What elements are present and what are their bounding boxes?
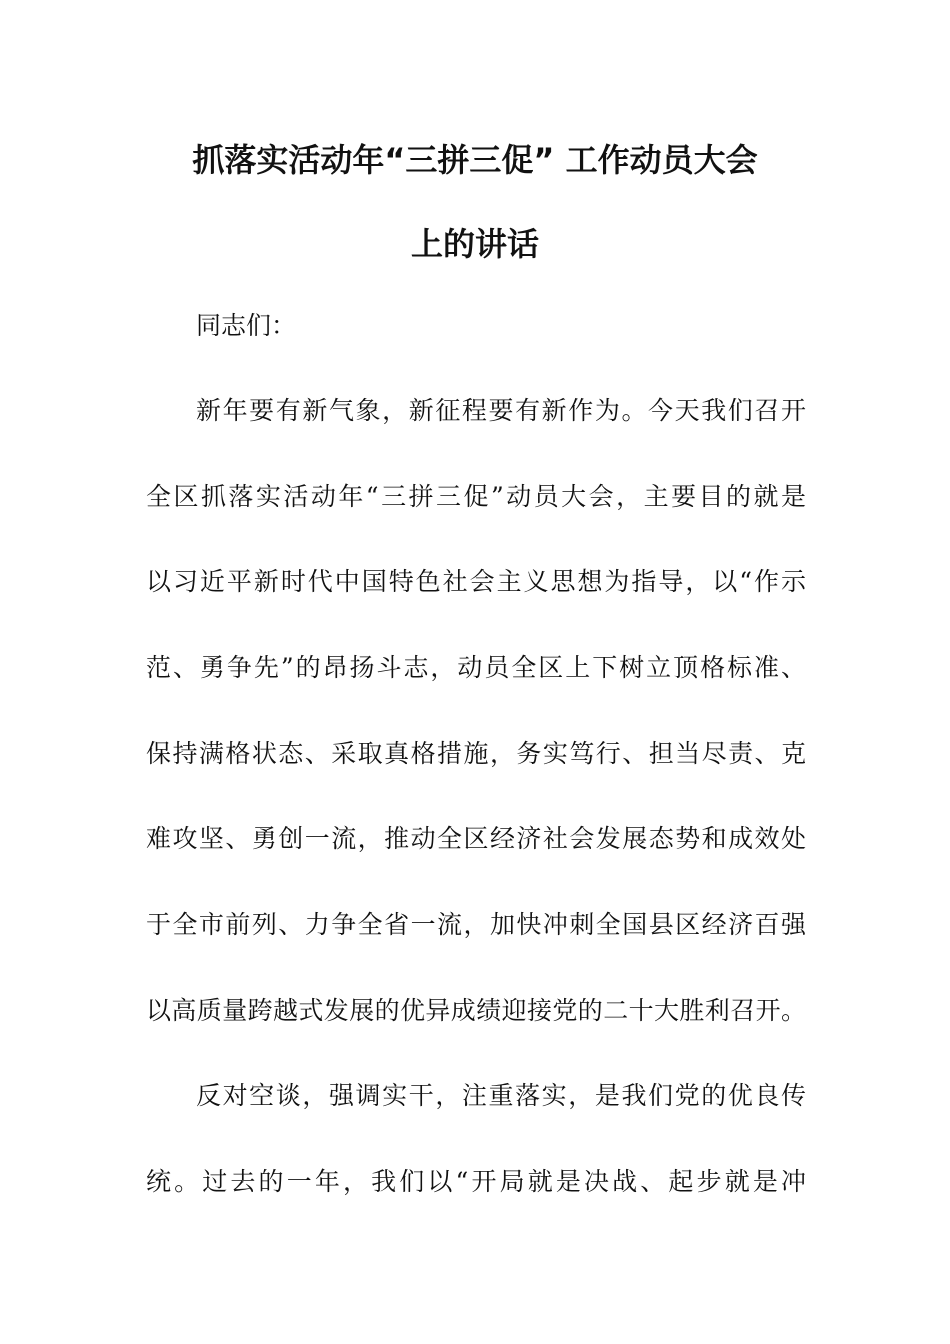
paragraph-2-line-1: 反对空谈，强调实干，注重落实，是我们党的优良传 [196,1081,806,1110]
paragraph-1-line-1: 新年要有新气象，新征程要有新作为。今天我们召开 [196,396,806,425]
paragraph-1-line-4: 范、勇争先”的昂扬斗志，动员全区上下树立顶格标准、 [146,653,806,682]
paragraph-2-line-2: 统。过去的一年，我们以“开局就是决战、起步就是冲 [146,1167,806,1196]
paragraph-1-line-5: 保持满格状态、采取真格措施，务实笃行、担当尽责、克 [146,739,806,768]
document-title-line-2: 上的讲话 [410,225,539,263]
salutation: 同志们： [196,311,297,340]
paragraph-1-line-6: 难攻坚、勇创一流，推动全区经济社会发展态势和成效处 [146,824,806,853]
paragraph-1-line-2: 全区抓落实活动年“三拼三促”动员大会，主要目的就是 [146,482,806,511]
paragraph-1-line-8: 以高质量跨越式发展的优异成绩迎接党的二十大胜利召开。 [146,996,806,1025]
paragraph-1-line-3: 以习近平新时代中国特色社会主义思想为指导，以“作示 [146,567,806,596]
paragraph-1-line-7: 于全市前列、力争全省一流，加快冲刺全国县区经济百强 [146,910,806,939]
document-title-line-1: 抓落实活动年“三拼三促” 工作动员大会 [192,141,758,179]
